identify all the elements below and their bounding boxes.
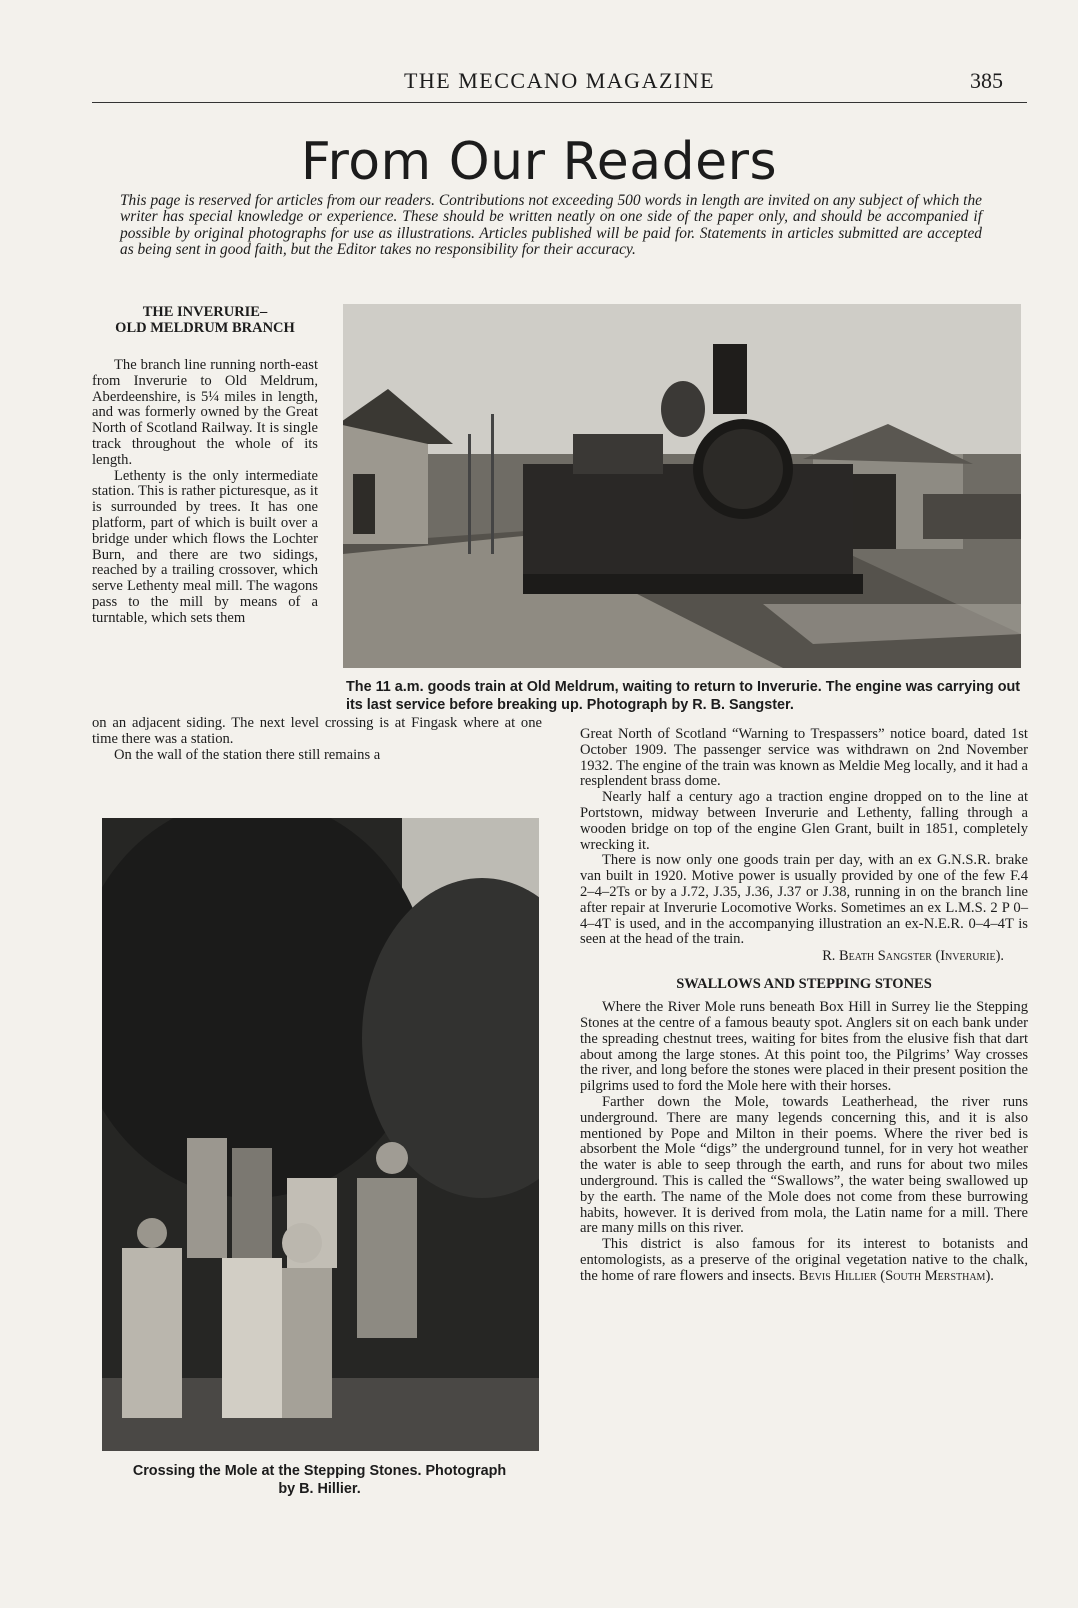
article1-para3-cont: Great North of Scotland “Warning to Trespassers” notice board, dated 1st October 1909. The passenger service was withdrawn on 2nd November 1932. The engine of the train was known as Meldie Meg locally, and it had a resplendent brass dome.	[580, 726, 1028, 790]
article1-signature: R. Beath Sangster (Inverurie).	[822, 948, 1004, 965]
page-title: From Our Readers	[300, 132, 778, 192]
stepping-stones-image	[102, 818, 539, 1451]
magazine-name: THE MECCANO MAGAZINE	[403, 68, 716, 93]
article2-para2: Farther down the Mole, towards Leatherhead, the river runs underground. There are many legends concerning this, and it is also mentioned by Pope and Milton in their poems. Where the river bed is absorbent the Mole “digs” the underground tunnel, for in very hot weather the water is able to seep through the earth, and runs for about two miles underground. This is called the “Swallows”, the water being swallowed up by the earth. The name of the Mole does not come from these burrowing habits, however. It is derived from mola, the Latin name for a mill. There are many mills on this river.	[580, 1093, 1028, 1237]
article1-para3-start: On the wall of the station there still remains a	[114, 746, 381, 763]
article1-title: THE INVERURIE– OLD MELDRUM BRANCH	[115, 304, 295, 336]
stepping-stones-caption: Crossing the Mole at the Stepping Stones. Photograph by B. Hillier.	[132, 1463, 507, 1497]
article1-column-top	[92, 304, 318, 627]
article1-para2-cont: on an adjacent siding. The next level crossing is at Fingask where at one time there was a station.	[92, 715, 542, 747]
train-photo-caption: The 11 a.m. goods train at Old Meldrum, waiting to return to Inverurie. The engine was carrying out its last service before breaking up. Photograph by R. B. Sangster.	[346, 679, 1021, 713]
article1-para1: The branch line running north-east from Inverurie to Old Meldrum, Aberdeenshire, is 5¼ miles in length, and was formerly owned by the Great North of Scotland Railway. It is single track throughout the whole of its length.	[92, 357, 318, 468]
article2-para1: Where the River Mole runs beneath Box Hill in Surrey lie the Stepping Stones at the centre of a famous beauty spot. Anglers sit on each bank under the spreading chestnut trees, waiting for bites from the elusive fish that dart about among the large stones. At this point too, the Pilgrims’ Way crosses the river, and long before the stones were placed in their present position the pilgrims used to ford the Mole here with their horses.	[580, 999, 1028, 1095]
article1-continuation	[92, 716, 542, 763]
page-header	[92, 68, 1027, 103]
article1-para2: Lethenty is the only intermediate station. This is rather picturesque, as it is surrounded by trees. It has one platform, part of which is built over a bridge under which flows the Lochter Burn, and there are two sidings, reached by a trailing crossover, which serve Lethenty meal mill. The wagons pass to the mill by means of a turntable, which sets them	[92, 467, 318, 626]
article1-para4: Nearly half a century ago a traction engine dropped on to the line at Portstown, midway between Inverurie and Lethenty, falling through a wooden bridge on top of the engine Glen Grant, built in 1851, completely wrecking it.	[580, 789, 1028, 853]
intro-paragraph: This page is reserved for articles from our readers. Contributions not exceeding 500 words in length are invited on any subject of which the writer has special knowledge or experience. These should be written neatly on one side of the paper only, and should be accompanied if possible by original photographs for use as illustrations. Articles published will be paid for. Statements in articles submitted are accepted as being sent in good faith, but the Editor takes no responsibility for their accuracy.	[120, 192, 982, 259]
article1-body	[92, 358, 318, 627]
article2-signature: Bevis Hillier (South Merstham).	[798, 1267, 994, 1284]
right-column	[580, 727, 1028, 1285]
page-number: 385	[970, 68, 1003, 93]
article2-para3: This district is also famous for its interest to botanists and entomologists, as a preserve of the original vegetation native to the chalk, the home of rare flowers and insects. Bevis Hillier (South Merstham).	[580, 1236, 1028, 1284]
article2-title: SWALLOWS AND STEPPING STONES	[676, 976, 932, 993]
article1-para5: There is now only one goods train per day, with an ex G.N.S.R. brake van built in 1920. Motive power is usually provided by one of the few F.4 2–4–2Ts or by a J.72, J.35, J.36, J.37 or J.38, running in on the branch line after repair at Inverurie Locomotive Works. Sometimes an ex L.M.S. 2 P 0–4–4T is used, and in the accompanying illustration an ex-N.E.R. 0–4–4T is seen at the head of the train.	[580, 852, 1028, 948]
train-photo-image	[343, 304, 1021, 668]
train-photo	[343, 304, 1021, 668]
stepping-stones-photo	[102, 818, 539, 1451]
